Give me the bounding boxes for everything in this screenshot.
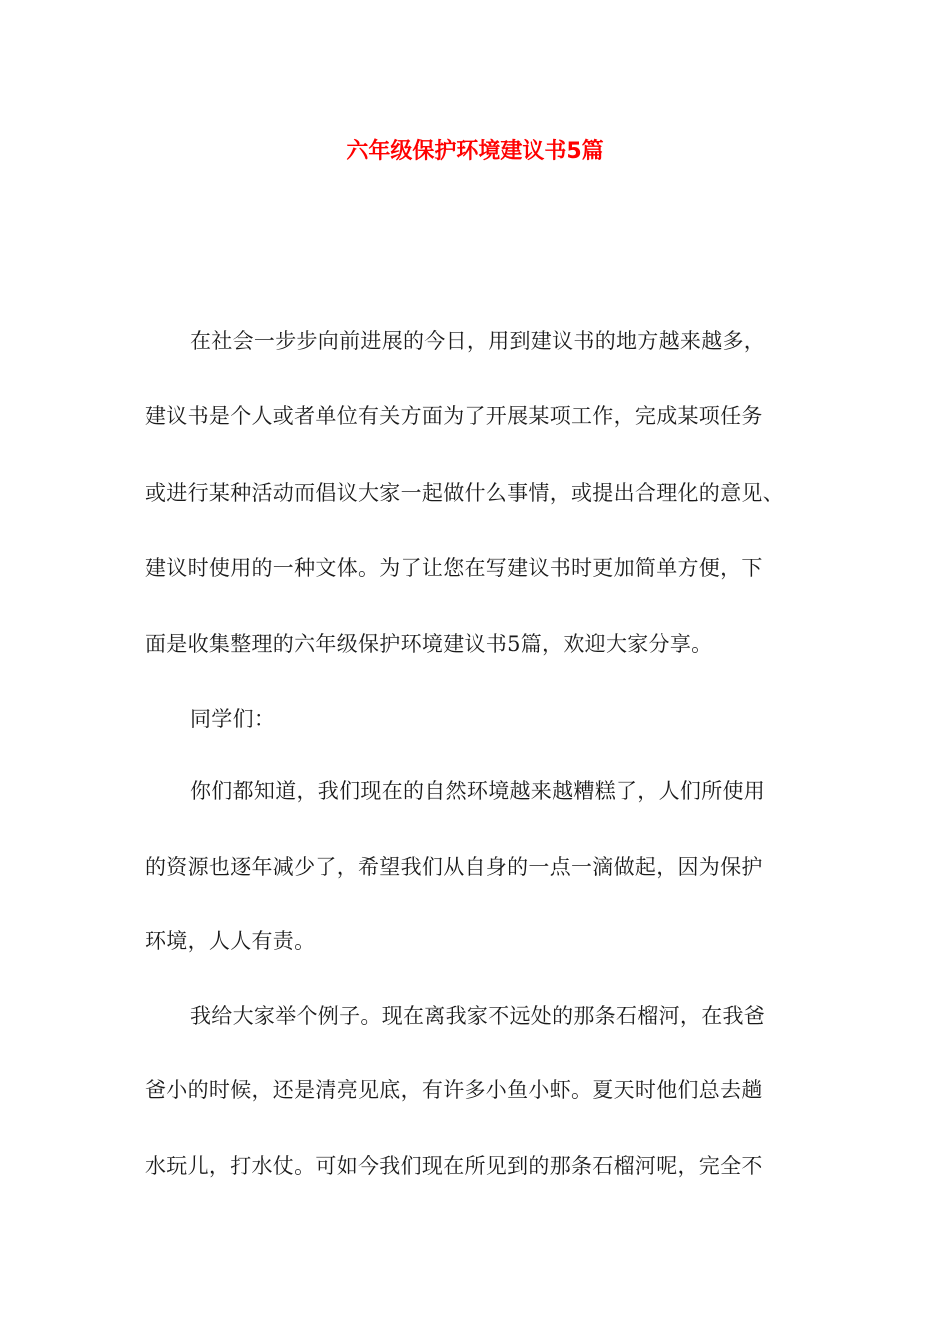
paragraph-line: 水玩儿，打水仗。可如今我们现在所见到的那条石榴河呢，完全不 bbox=[145, 1154, 763, 1178]
paragraph-line: 或进行某种活动而倡议大家一起做什么事情，或提出合理化的意见、 bbox=[145, 481, 784, 505]
paragraph-line: 我给大家举个例子。现在离我家不远处的那条石榴河，在我爸 bbox=[190, 1004, 766, 1028]
document-title: 六年级保护环境建议书5篇 bbox=[346, 139, 604, 164]
paragraph-line: 在社会一步步向前进展的今日，用到建议书的地方越来越多， bbox=[190, 329, 766, 353]
paragraph-line: 建议书是个人或者单位有关方面为了开展某项工作，完成某项任务 bbox=[145, 404, 763, 428]
salutation-line: 同学们： bbox=[190, 707, 276, 731]
paragraph-line: 环境，人人有责。 bbox=[145, 929, 316, 953]
paragraph-line: 爸小的时候，还是清亮见底，有许多小鱼小虾。夏天时他们总去趟 bbox=[145, 1078, 763, 1102]
paragraph-line: 的资源也逐年减少了，希望我们从自身的一点一滴做起，因为保护 bbox=[145, 855, 763, 879]
paragraph-line: 建议时使用的一种文体。为了让您在写建议书时更加简单方便，下 bbox=[145, 556, 763, 580]
paragraph-line: 面是收集整理的六年级保护环境建议书5篇，欢迎大家分享。 bbox=[145, 632, 713, 656]
paragraph-line: 你们都知道，我们现在的自然环境越来越糟糕了，人们所使用 bbox=[190, 779, 766, 803]
